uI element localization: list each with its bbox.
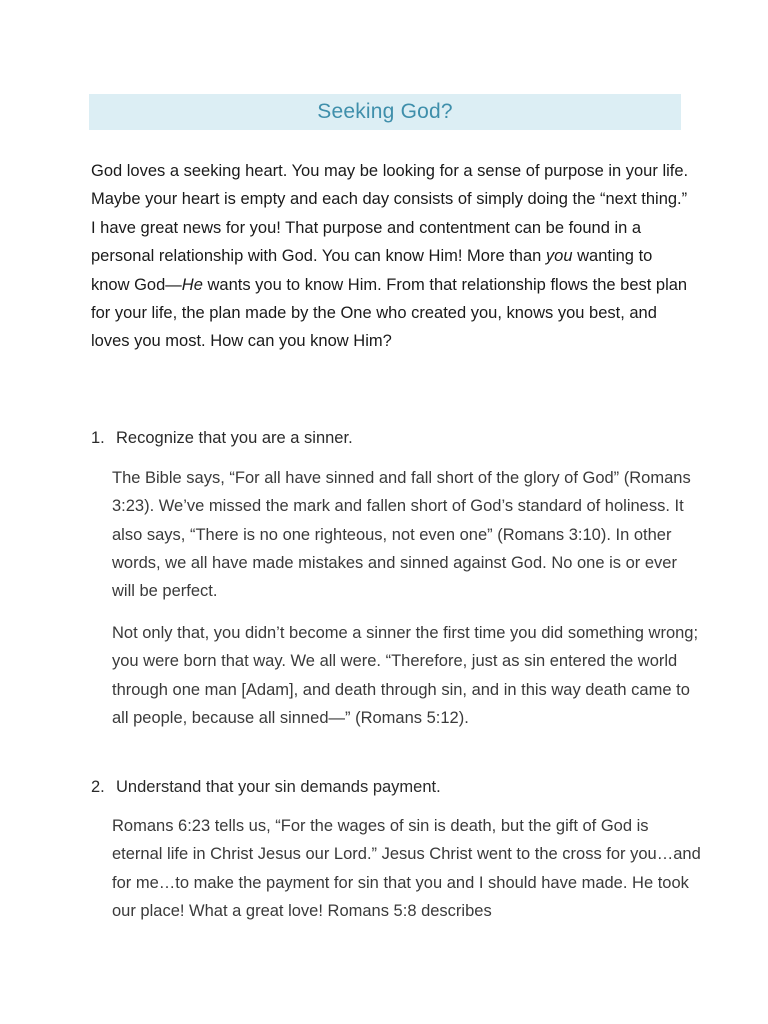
page-title: Seeking God? bbox=[317, 100, 453, 123]
intro-emphasis-you: you bbox=[545, 247, 573, 266]
intro-emphasis-he: He bbox=[181, 275, 203, 294]
intro-text-2: wanting to know God— bbox=[91, 247, 653, 294]
step-1-paragraph-2: Not only that, you didn’t become a sinner the first time you did something wrong; you were born that way. We all were. “Therefore, just as sin entered the world through one man [Adam], and death through sin, and in this way death came to all people, because all sinned—” (Romans 5:12). bbox=[112, 624, 699, 727]
title-banner bbox=[89, 94, 681, 130]
step-2-paragraph-1: Romans 6:23 tells us, “For the wages of sin is death, but the gift of God is eternal life in Christ Jesus our Lord.” Jesus Christ went to the cross for you…and for me…to make the payment for sin that you and I should have made. He took our place! What a great love! Romans 5:8 describes bbox=[112, 817, 701, 920]
intro-paragraph bbox=[91, 157, 691, 356]
intro-text-1: God loves a seeking heart. You may be looking for a sense of purpose in your life. Maybe your heart is empty and each day consists of simply doing the “next thing.” I have great news for you! That purpose and contentment can be found in a personal relationship with God. You can know Him! More than bbox=[91, 162, 689, 266]
step-1-heading bbox=[91, 426, 353, 450]
step-1-title: Recognize that you are a sinner. bbox=[116, 429, 353, 447]
step-1-paragraph-1: The Bible says, “For all have sinned and fall short of the glory of God” (Romans 3:23). We’ve missed the mark and fallen short of God’s standard of holiness. It also says, “There is no one righteous, not even one” (Romans 3:10). In other words, we all have made mistakes and sinned against God. No one is or ever will be perfect. bbox=[112, 469, 691, 601]
step-2-number: 2. bbox=[91, 778, 105, 796]
step-1-number: 1. bbox=[91, 429, 105, 447]
intro-text-3: wants you to know Him. From that relationship flows the best plan for your life, the plan made by the One who created you, knows you best, and loves you most. How can you know Him? bbox=[91, 275, 688, 351]
step-2-heading bbox=[91, 775, 441, 799]
step-2-title: Understand that your sin demands payment. bbox=[116, 778, 441, 796]
